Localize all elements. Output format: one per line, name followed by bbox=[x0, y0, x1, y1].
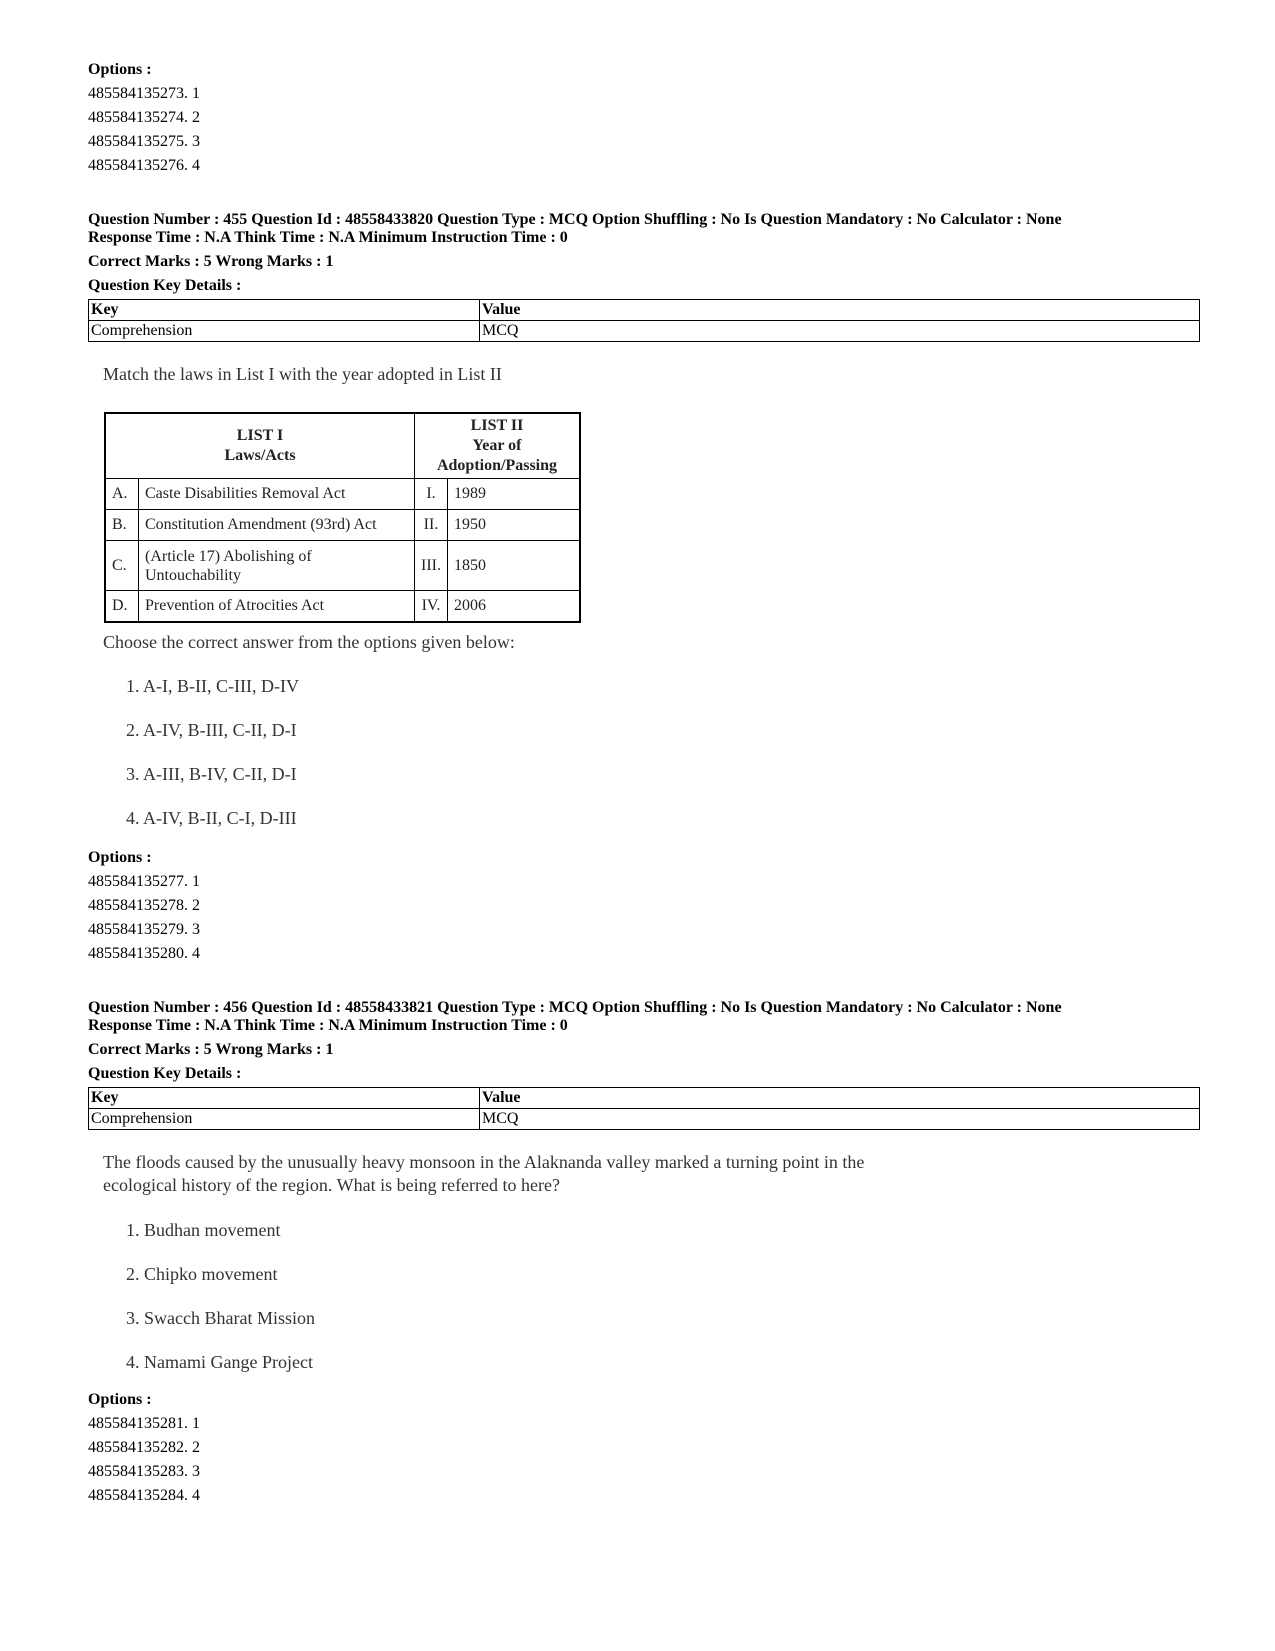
option-item: 485584135276. 4 bbox=[88, 157, 200, 174]
choice-item: 2. A-IV, B-III, C-II, D-I bbox=[126, 720, 297, 740]
options-label: Options : bbox=[88, 1391, 152, 1408]
list1-header bbox=[105, 413, 415, 479]
table-row bbox=[89, 1109, 1200, 1130]
row-letter: A. bbox=[105, 479, 139, 510]
key-details-label: Question Key Details : bbox=[88, 277, 242, 294]
options-label: Options : bbox=[88, 849, 152, 866]
choice-item: 3. Swacch Bharat Mission bbox=[126, 1308, 315, 1328]
row-letter: B. bbox=[105, 510, 139, 541]
match-table bbox=[104, 412, 581, 623]
value-header: Value bbox=[480, 300, 1200, 321]
choice-item: 2. Chipko movement bbox=[126, 1264, 278, 1284]
table-row bbox=[89, 1088, 1200, 1109]
list2-subtitle-2: Adoption/Passing bbox=[436, 457, 558, 474]
question-meta-2: Response Time : N.A Think Time : N.A Minimum Instruction Time : 0 bbox=[88, 1017, 568, 1034]
table-row bbox=[105, 591, 580, 622]
question-text: The floods caused by the unusually heavy monsoon in the Alaknanda valley marked a turning point in the bbox=[103, 1152, 865, 1172]
key-details-label: Question Key Details : bbox=[88, 1065, 242, 1082]
option-item: 485584135277. 1 bbox=[88, 873, 200, 890]
value-header: Value bbox=[480, 1088, 1200, 1109]
question-text: Match the laws in List I with the year adopted in List II bbox=[103, 364, 502, 384]
option-item: 485584135275. 3 bbox=[88, 133, 200, 150]
row-roman: III. bbox=[415, 541, 448, 591]
row-law-line2: Untouchability bbox=[145, 566, 241, 584]
option-item: 485584135283. 3 bbox=[88, 1463, 200, 1480]
row-law: Prevention of Atrocities Act bbox=[139, 591, 415, 622]
list1-subtitle: Laws/Acts bbox=[224, 447, 296, 464]
row-law-line1: (Article 17) Abolishing of bbox=[145, 547, 312, 565]
row-roman: IV. bbox=[415, 591, 448, 622]
row-roman: I. bbox=[415, 479, 448, 510]
option-item: 485584135274. 2 bbox=[88, 109, 200, 126]
marks-line: Correct Marks : 5 Wrong Marks : 1 bbox=[88, 1041, 334, 1058]
key-cell: Comprehension bbox=[89, 1109, 480, 1130]
option-item: 485584135281. 1 bbox=[88, 1415, 200, 1432]
table-row bbox=[105, 479, 580, 510]
key-details-table bbox=[88, 1087, 1200, 1130]
choice-item: 4. Namami Gange Project bbox=[126, 1352, 313, 1372]
option-item: 485584135280. 4 bbox=[88, 945, 200, 962]
question-meta-2: Response Time : N.A Think Time : N.A Minimum Instruction Time : 0 bbox=[88, 229, 568, 246]
key-cell: Comprehension bbox=[89, 321, 480, 342]
table-row bbox=[89, 321, 1200, 342]
row-year: 2006 bbox=[448, 591, 581, 622]
option-item: 485584135278. 2 bbox=[88, 897, 200, 914]
row-law: Constitution Amendment (93rd) Act bbox=[139, 510, 415, 541]
key-details-table bbox=[88, 299, 1200, 342]
table-row bbox=[105, 541, 580, 591]
marks-line: Correct Marks : 5 Wrong Marks : 1 bbox=[88, 253, 334, 270]
option-item: 485584135273. 1 bbox=[88, 85, 200, 102]
question-meta: Question Number : 455 Question Id : 48558433820 Question Type : MCQ Option Shuffling : No Is Question Mandatory : No Calculator : None bbox=[88, 211, 1062, 228]
choose-text: Choose the correct answer from the options given below: bbox=[103, 632, 515, 652]
row-law: Caste Disabilities Removal Act bbox=[139, 479, 415, 510]
row-year: 1950 bbox=[448, 510, 581, 541]
list2-subtitle: Year of bbox=[472, 437, 522, 454]
option-item: 485584135279. 3 bbox=[88, 921, 200, 938]
row-letter: C. bbox=[105, 541, 139, 591]
row-law bbox=[139, 541, 415, 591]
row-year: 1989 bbox=[448, 479, 581, 510]
option-item: 485584135284. 4 bbox=[88, 1487, 200, 1504]
choice-item: 1. Budhan movement bbox=[126, 1220, 281, 1240]
choice-item: 1. A-I, B-II, C-III, D-IV bbox=[126, 676, 299, 696]
row-roman: II. bbox=[415, 510, 448, 541]
list1-title: LIST I bbox=[236, 427, 284, 444]
table-row bbox=[105, 510, 580, 541]
key-header: Key bbox=[89, 300, 480, 321]
choice-item: 4. A-IV, B-II, C-I, D-III bbox=[126, 808, 297, 828]
table-row bbox=[89, 300, 1200, 321]
option-item: 485584135282. 2 bbox=[88, 1439, 200, 1456]
key-header: Key bbox=[89, 1088, 480, 1109]
row-letter: D. bbox=[105, 591, 139, 622]
question-meta: Question Number : 456 Question Id : 48558433821 Question Type : MCQ Option Shuffling : No Is Question Mandatory : No Calculator : None bbox=[88, 999, 1062, 1016]
value-cell: MCQ bbox=[480, 321, 1200, 342]
value-cell: MCQ bbox=[480, 1109, 1200, 1130]
row-year: 1850 bbox=[448, 541, 581, 591]
list2-header bbox=[415, 413, 581, 479]
question-text-2: ecological history of the region. What is being referred to here? bbox=[103, 1175, 560, 1195]
options-label: Options : bbox=[88, 61, 152, 78]
table-row bbox=[105, 413, 580, 479]
choice-item: 3. A-III, B-IV, C-II, D-I bbox=[126, 764, 297, 784]
list2-title: LIST II bbox=[470, 417, 524, 434]
